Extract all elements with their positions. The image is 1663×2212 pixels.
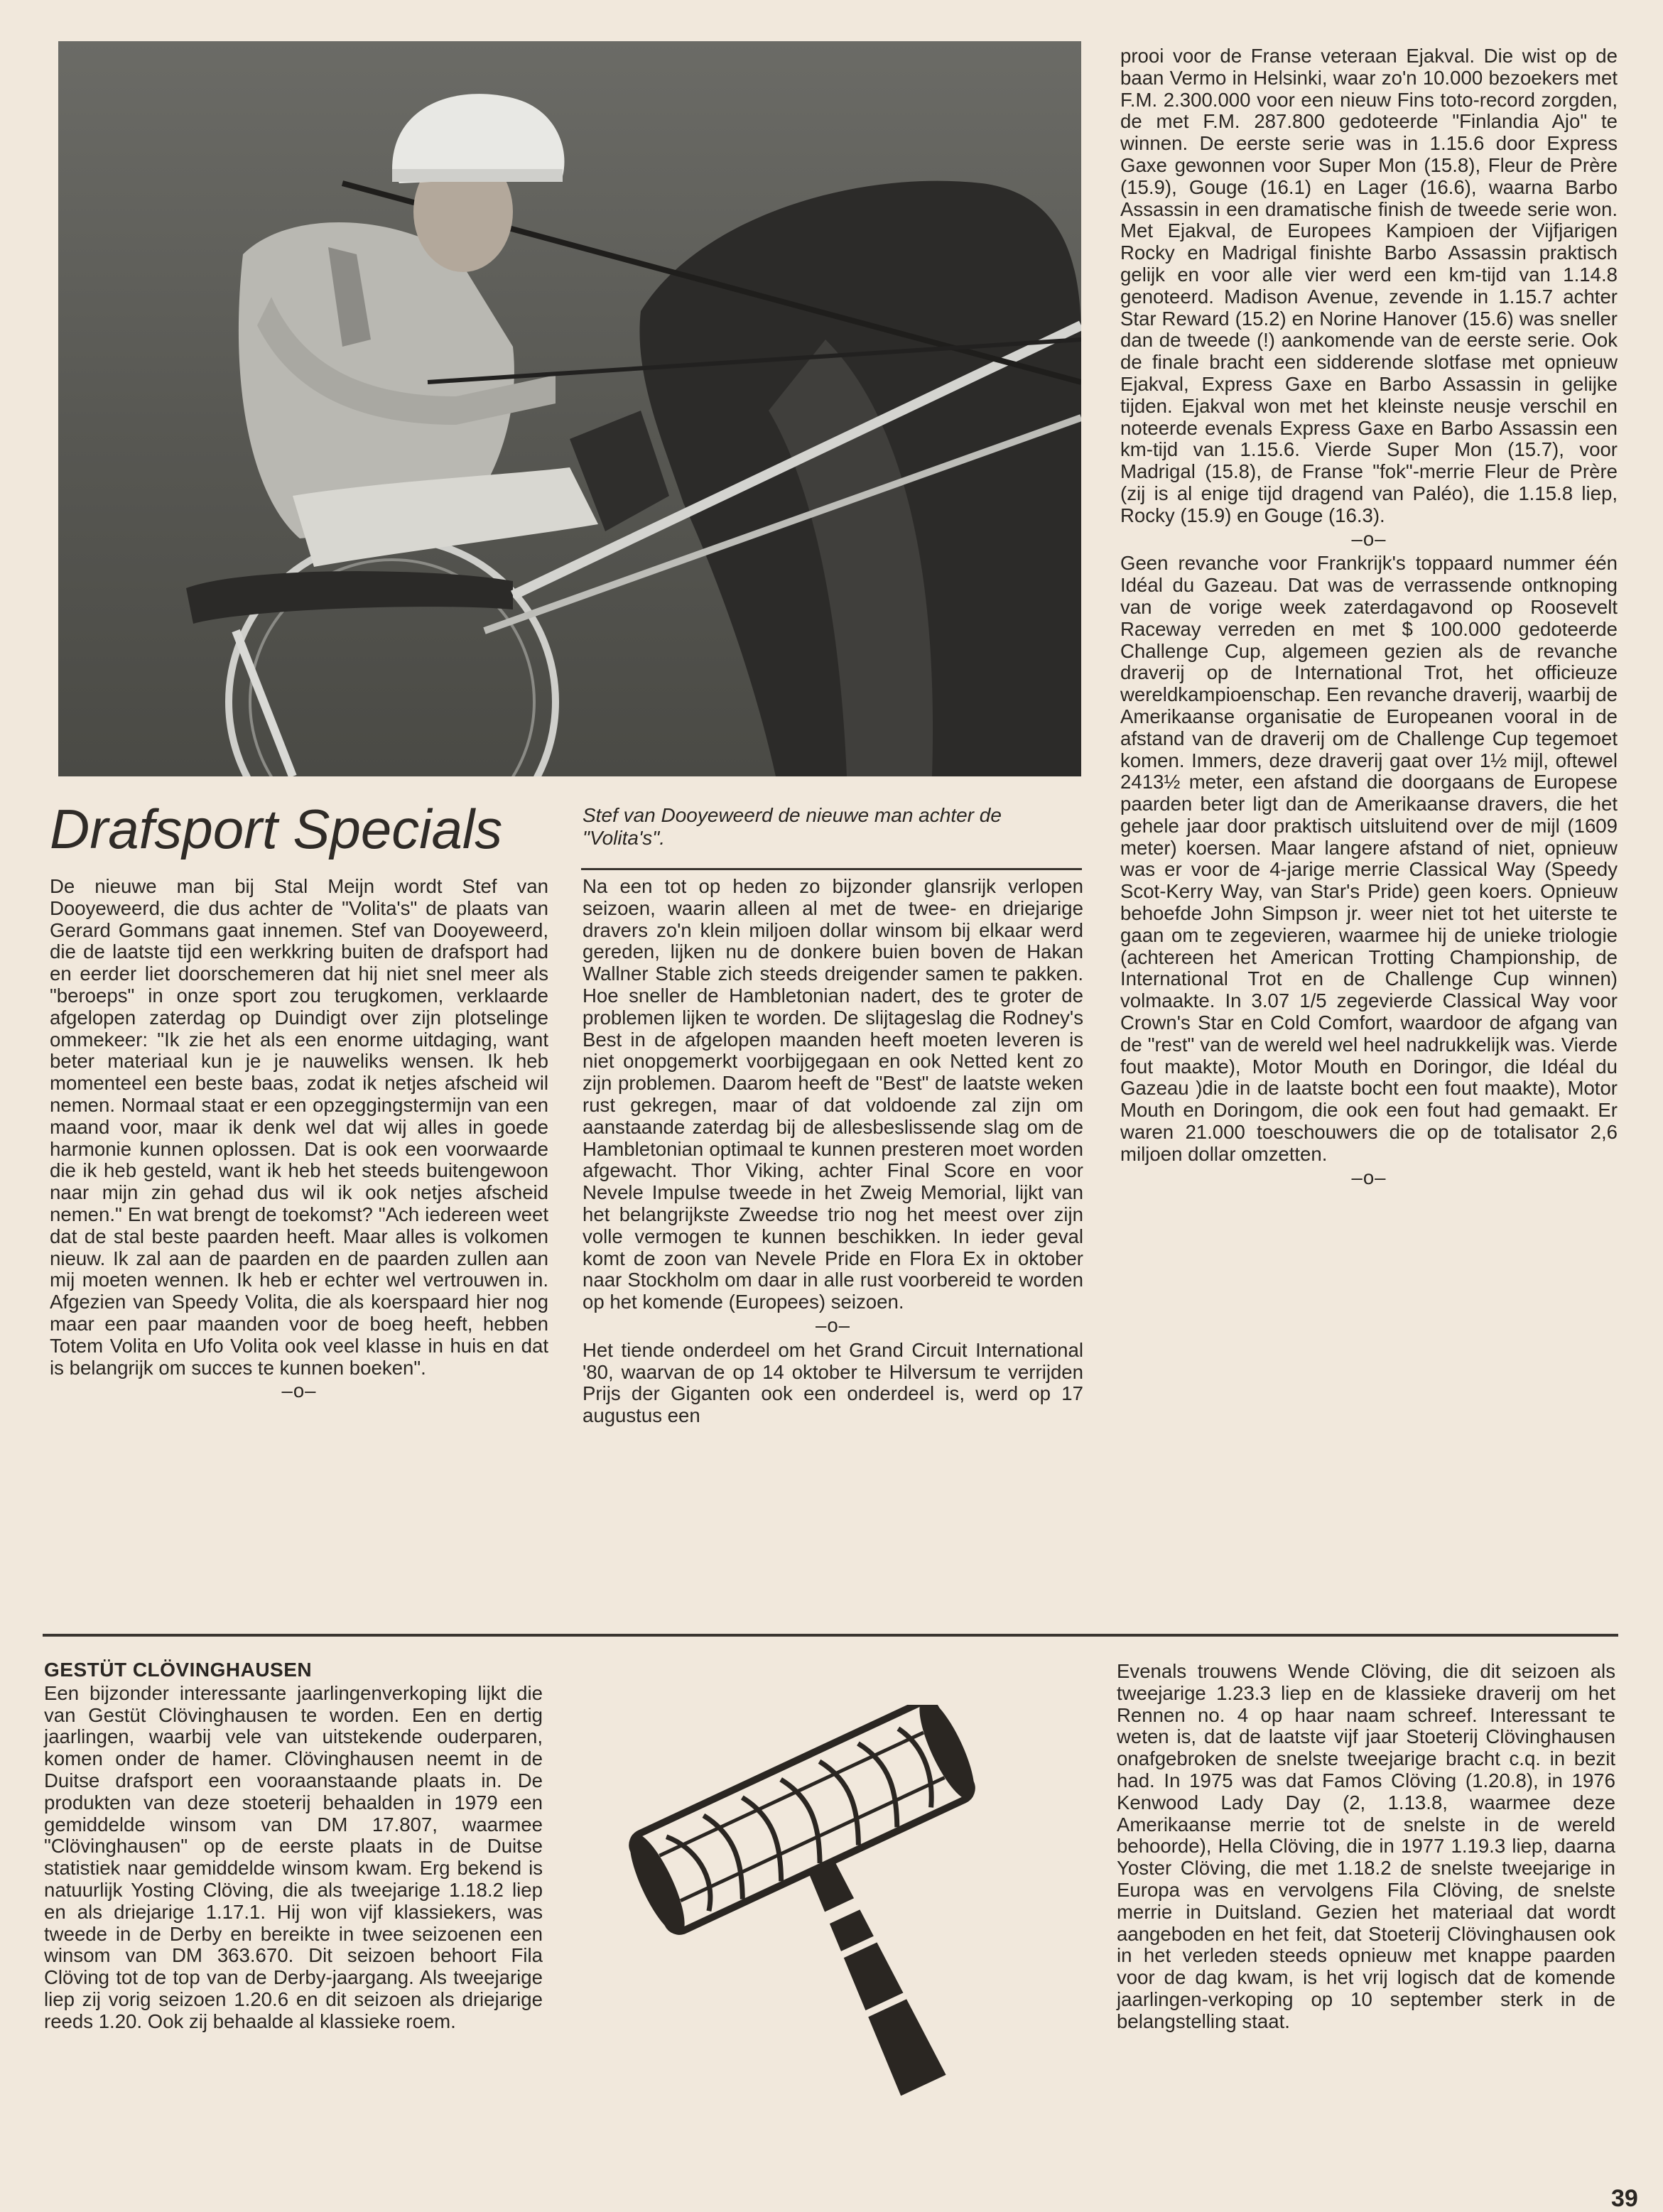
driver-photo	[58, 41, 1081, 776]
col2-paragraph-2: Het tiende onderdeel om het Grand Circuit International '80, waarvan de op 14 oktober te Hilversum te verrijden Prijs der Giganten ook een onderdeel is, werd op 17 augustus een	[583, 1338, 1083, 1427]
col3-paragraph-1: prooi voor de Franse veteraan Ejakval. Die wist op de baan Vermo in Helsinki, waar zo'n 10.000 bezoekers met F.M. 2.300.000 voor een nieuw Fins toto-record zorgden, de met F.M. 287.800 gedoteerde "Finlandia Ajo" te winnen. De eerste serie was in 1.15.6 door Express Gaxe gewonnen voor Super Mon (15.8), Fleur de Prère (15.9), Gouge (16.1) en Lager (16.6), waarna Barbo Assassin in een dramatische finish de tweede serie won. Met Ejakval, de Europees Kampioen der Vijfjarigen Rocky en Madrigal finishte Barbo Assassin praktisch gelijk en voor alle vier werd een km-tijd van 1.14.8 genoteerd. Madison Avenue, zevende in 1.15.7 achter Star Reward (15.2) en Norine Hanover (15.6) was sneller dan de tweede (!) aankomende van de eerste serie. Ook de finale bracht een sidderende slotfase met opnieuw Ejakval, Express Gaxe en Barbo Assassin in gelijke tijden. Ejakval won met het kleinste neusje verschil en noteerde evenals Express Gaxe en Barbo Assassin een km-tijd van 1.15.6. Vierde Super Mon (15.7), voor Madrigal (15.8), de Franse "fok"-merrie Fleur de Prère (zij is al enige tijd dragend van Paléo), die 1.15.8 liep, Rocky (15.9) en Gouge (16.3).	[1120, 45, 1618, 526]
col2-paragraph-1: Na een tot op heden zo bijzonder glansrijk verlopen seizoen, waarin alleen al met de twee- en driejarige dravers zo'n klein miljoen dollar winsom bij elkaar werd gereden, lijken nu de donkere buien boven de Hakan Wallner Stable zich steeds dreigender samen te pakken. Hoe sneller de Hambletonian nadert, des te groter de problemen lijken te worden. De slijtageslag die Rodney's Best in de afgelopen maanden heeft moeten leveren is niet onopgemerkt voorbijgegaan en ook Netted kent zo zijn problemen. Daarom heeft de "Best" de laatste weken rust gekregen, maar of dat voldoende zal zijn om aanstaande zaterdag bij de allesbeslissende slag om de Hambletonian optimaal te kunnen presteren moet worden afgewacht. Thor Viking, achter Final Score en voor Nevele Impulse tweede in het Zweig Memorial, lijkt van het belangrijkste Zweedse trio nog het meest over zijn volle vermogen te kunnen beschikken. In ieder geval komt de zoon van Nevele Pride en Flora Ex in oktober naar Stockholm om daar in alle rust voorbereid te worden op het komende (Europees) seizoen.	[583, 875, 1083, 1313]
col3-paragraph-2: Geen revanche voor Frankrijk's toppaard nummer één Idéal du Gazeau. Dat was de verrassende ontknoping van de vorige week zaterdagavond op Roosevelt Raceway verreden en met $ 100.000 gedoteerde Challenge Cup, algemeen gezien als de revanche draverij op de International Trot, het officieuze wereldkampioenschap. Een revanche draverij, waarbij de Amerikaanse organisatie de Europeanen vooral in de afstand van de draverij om de Challenge Cup tegemoet komen. Immers, deze draverij gaat over 1½ mijl, oftewel 2413½ meter, een afstand die doorgaans de Europese paarden beter ligt dan de Amerikaanse dravers, die het gehele jaar door praktisch uitsluitend over de mijl (1609 meter) koersen. Maar langere afstand of niet, opnieuw was er voor de 4-jarige merrie Classical Way (Speedy Scot-Kerry Way, van Star's Pride) geen koers. Opnieuw behoefde John Simpson jr. weer niet tot het uiterste te gaan om te zegevieren, waarmee hij de unieke triologie (achtereen het American Trotting Championship, de International Trot en de Challenge Cup winnen) volmaakte. In 3.07 1/5 zegevierde Classical Way voor Crown's Star en Cold Comfort, waardoor de afgang van de "rest" van de wereld wel heel nadrukkelijk was. Vierde fout maakte), Motor Mouth en Doringor, die Idéal du Gazeau )die in de laatste bocht een fout maakte), Motor Mouth en Doringom, die ook een fout had gemaakt. Er waren 21.000 toeschouwers die op de totalisator 2,6 miljoen dollar omzetten.	[1120, 552, 1618, 1165]
gestut-left-column	[44, 1659, 543, 2033]
column-3	[1120, 45, 1618, 1191]
gestut-right-column	[1117, 1661, 1615, 2033]
column-1	[50, 876, 548, 1405]
gestut-right-paragraph: Evenals trouwens Wende Clöving, die dit seizoen als tweejarige 1.23.3 liep en de klassieke draverij om het Rennen no. 4 op haar naam schreef. Interessant te weten is, dat de laatste vijf jaar Stoeterij Clövinghausen onafgebroken de snelste tweejarige bracht c.q. in bezit had. In 1975 was dat Famos Clöving (1.20.8), in 1976 Kenwood Lady Day (2, 1.13.8, waarmee deze Amerikaanse merrie tot de snelste in de wereld behoorde), Hella Clöving, die in 1977 1.19.3 liep, daarna Yoster Clöving, die met 1.18.2 de snelste tweejarige in Europa was en vervolgens Fila Clöving, de snelste merrie in Duitsland. Gezien het materiaal dat wordt aangeboden en het feit, dat Stoeterij Clövinghausen ook in het verleden steeds opnieuw met knappe paarden voor de dag kwam, is het vrij logisch dat de komende jaarlingen-verkoping op 10 september sterk in de belangstelling staat.	[1117, 1660, 1615, 2032]
article-title: Drafsport Specials	[50, 798, 503, 860]
separator: –o–	[1351, 1166, 1387, 1188]
col1-paragraph: De nieuwe man bij Stal Meijn wordt Stef van Dooyeweerd, die dus achter de "Volita's" de plaats van Gerard Gommans gaat innemen. Stef van Dooyeweerd, die de laatste tijd een werkkring buiten de drafsport had en eerder liet doorschemeren dat hij niet snel meer als "beroeps" in onze sport zou terugkomen, verklaarde afgelopen zaterdag op Duindigt over zijn plotselinge ommekeer: "Ik zie het als een enorme uitdaging, want beter materiaal kun je je nauweliks wensen. Ik heb momenteel een beste baas, zodat ik netjes afscheid wil nemen. Normaal staat er een opzeggingstermijn van een maand voor, maar ik denk wel dat wij alles in goede harmonie kunnen oplossen. Dat is ook een voorwaarde die ik heb gesteld, want ik heb het steeds buitengewoon naar mijn zin gehad dus wil ik ook netjes afscheid nemen." En wat brengt de toekomst? "Ach iedereen weet dat de stal beste paarden heeft. Maar alles is volkomen nieuw. Ik zal aan de paarden en de paarden zullen aan mij moeten wennen. Ik heb er echter wel vertrouwen in. Afgezien van Speedy Volita, die als koerspaard hier nog maar een paar maanden voor de boeg heeft, hebben Totem Volita en Ufo Volita ook veel klasse in huis en dat is belangrijk om succes te kunnen boeken".	[50, 875, 548, 1379]
separator: –o–	[281, 1379, 317, 1402]
section-heading: GESTÜT CLÖVINGHAUSEN	[44, 1659, 313, 1681]
gestut-left-paragraph: Een bijzonder interessante jaarlingenverkoping lijkt die van Gestüt Clövinghausen te worden. Een en dertig jaarlingen, waarbij vele van uitstekende ouderparen, komen onder de hamer. Clövinghausen neemt in de Duitse drafsport een vooraanstaande plaats in. De produkten van deze stoeterij behaalden in 1979 een gemiddelde winsom van DM 17.807, waarmee "Clövinghausen" op de eerste plaats in de Duitse statistiek naar gemiddelde winsom kwam. Erg bekend is natuurlijk Yosting Clöving, die als tweejarige 1.18.2 liep en als driejarige 1.17.1. Hij won vijf klassiekers, was tweede in de Derby en bereikte in twee seizoenen een winsom van DM 363.670. Dit seizoen behoort Fila Clöving tot de top van de Derby-jaargang. Als tweejarige liep zij vorig seizoen 1.20.6 en dit seizoen als driejarige reeds 1.20. Ook zij behaalde al klassieke roem.	[44, 1681, 543, 2032]
caption-rule	[581, 868, 1082, 870]
separator: –o–	[1351, 527, 1387, 550]
photo-caption: Stef van Dooyeweerd de nieuwe man achter de "Volita's".	[583, 804, 1002, 849]
section-divider	[43, 1634, 1618, 1637]
separator: –o–	[815, 1313, 851, 1336]
page-number: 39	[1611, 2185, 1638, 2212]
column-2	[583, 876, 1083, 1427]
auction-gavel-image	[597, 1705, 1094, 2131]
